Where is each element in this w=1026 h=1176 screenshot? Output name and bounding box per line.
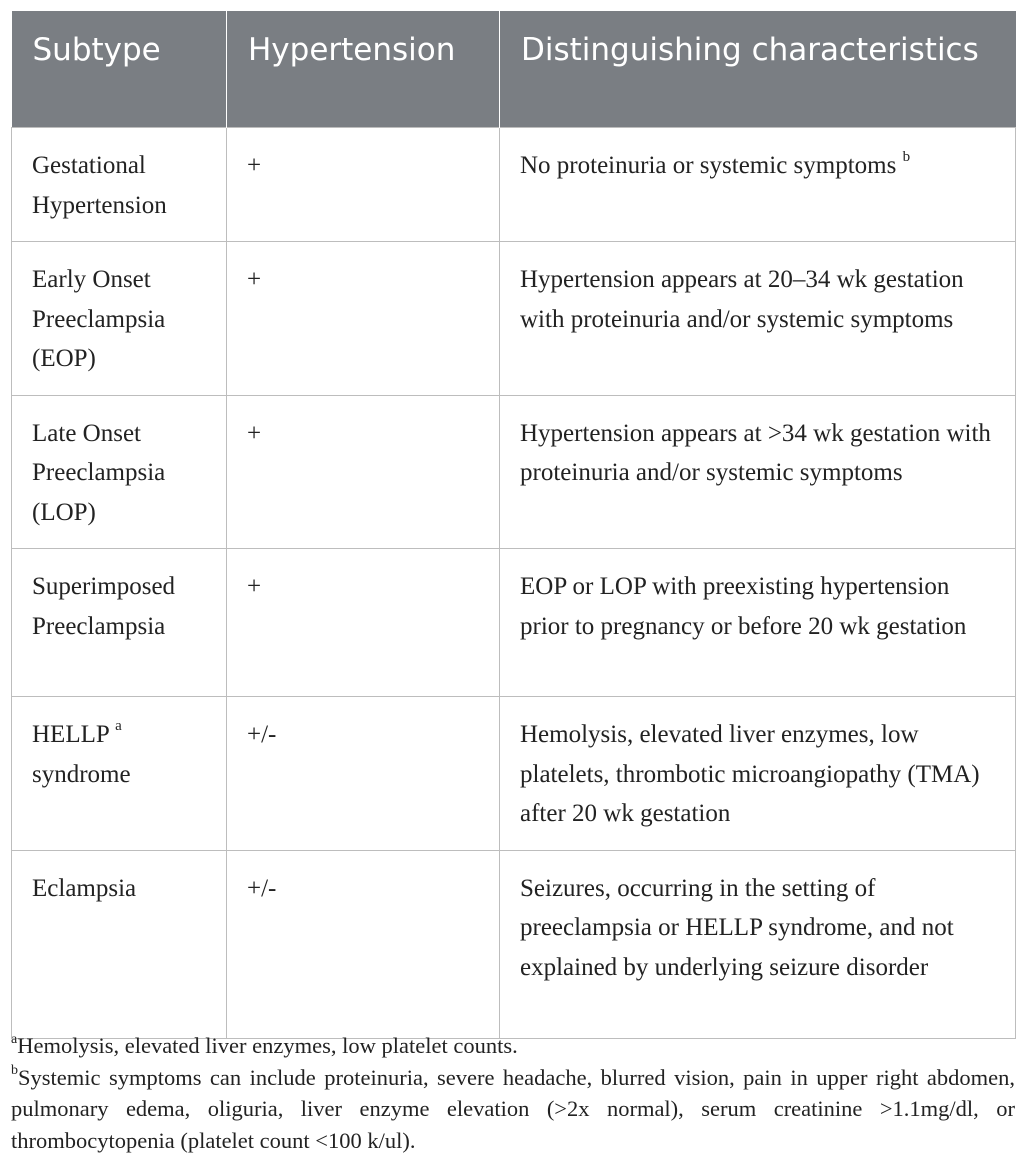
subtype-text: Gestational Hypertension (32, 152, 167, 219)
characteristics-text: Seizures, occurring in the setting of preeclampsia or HELLP syndrome, and not explained by underlying seizure disorder (520, 874, 954, 981)
cell-subtype (12, 697, 227, 851)
characteristics-text: Hypertension appears at 20–34 wk gestation with proteinuria and/or systemic symptoms (520, 266, 964, 333)
table-row (12, 549, 1016, 697)
characteristics-text: No proteinuria or systemic symptoms (520, 152, 897, 179)
table-row (12, 128, 1016, 242)
cell-characteristics (500, 850, 1016, 1038)
subtype-text: HELLP (32, 721, 109, 748)
subtype-text: Late Onset Preeclampsia (LOP) (32, 419, 166, 526)
footnote-b (11, 1062, 1015, 1157)
subtype-text: Early Onset Preeclampsia (EOP) (32, 266, 166, 372)
cell-characteristics (500, 242, 1016, 396)
footnote-b-marker: b (11, 1063, 18, 1078)
header-hypertension: Hypertension (227, 11, 500, 128)
characteristics-text: Hemolysis, elevated liver enzymes, low platelets, thrombotic microangiopathy (TMA) after 20 wk gestation (520, 721, 980, 827)
cell-hypertension: + (227, 242, 500, 396)
footnote-marker-b: b (902, 148, 911, 165)
cell-hypertension: +/- (227, 697, 500, 851)
cell-subtype (12, 850, 227, 1038)
preeclampsia-subtypes-table (11, 11, 1016, 1039)
cell-hypertension: + (227, 395, 500, 549)
subtype-text: Eclampsia (32, 874, 137, 902)
table-footnotes (11, 1030, 1015, 1156)
cell-hypertension: +/- (227, 850, 500, 1038)
table-row (12, 395, 1016, 549)
cell-characteristics (500, 128, 1016, 242)
header-subtype: Subtype (12, 11, 227, 128)
cell-subtype (12, 549, 227, 697)
cell-characteristics (500, 395, 1016, 549)
footnote-a (11, 1030, 1015, 1062)
cell-subtype (12, 242, 227, 396)
subtype-text-continued: syndrome (32, 760, 131, 788)
table-row (12, 242, 1016, 396)
preeclampsia-subtypes-table-container (11, 11, 1015, 1039)
table-header-row (12, 11, 1016, 128)
cell-subtype (12, 395, 227, 549)
cell-characteristics (500, 697, 1016, 851)
table-row (12, 850, 1016, 1038)
subtype-text: Superimposed Preeclampsia (32, 573, 176, 640)
table-row (12, 697, 1016, 851)
characteristics-text: EOP or LOP with preexisting hypertension prior to pregnancy or before 20 wk gestation (520, 573, 967, 640)
footnote-b-text: Systemic symptoms can include proteinuria, severe headache, blurred vision, pain in upper right abdomen, pulmonary edema, oliguria, liver enzyme elevation (>2x normal), serum creatinine >1.1mg/dl, or thrombocytopenia (platelet count <100 k/ul). (11, 1064, 1015, 1153)
footnote-marker-a: a (115, 717, 122, 734)
cell-subtype (12, 128, 227, 242)
footnote-a-marker: a (11, 1031, 18, 1047)
cell-hypertension: + (227, 128, 500, 242)
characteristics-text: Hypertension appears at >34 wk gestation with proteinuria and/or systemic symptoms (520, 419, 991, 486)
header-distinguishing-characteristics: Distinguishing characteristics (500, 11, 1016, 128)
footnote-a-text: Hemolysis, elevated liver enzymes, low platelet counts. (17, 1033, 518, 1058)
cell-characteristics (500, 549, 1016, 697)
cell-hypertension: + (227, 549, 500, 697)
